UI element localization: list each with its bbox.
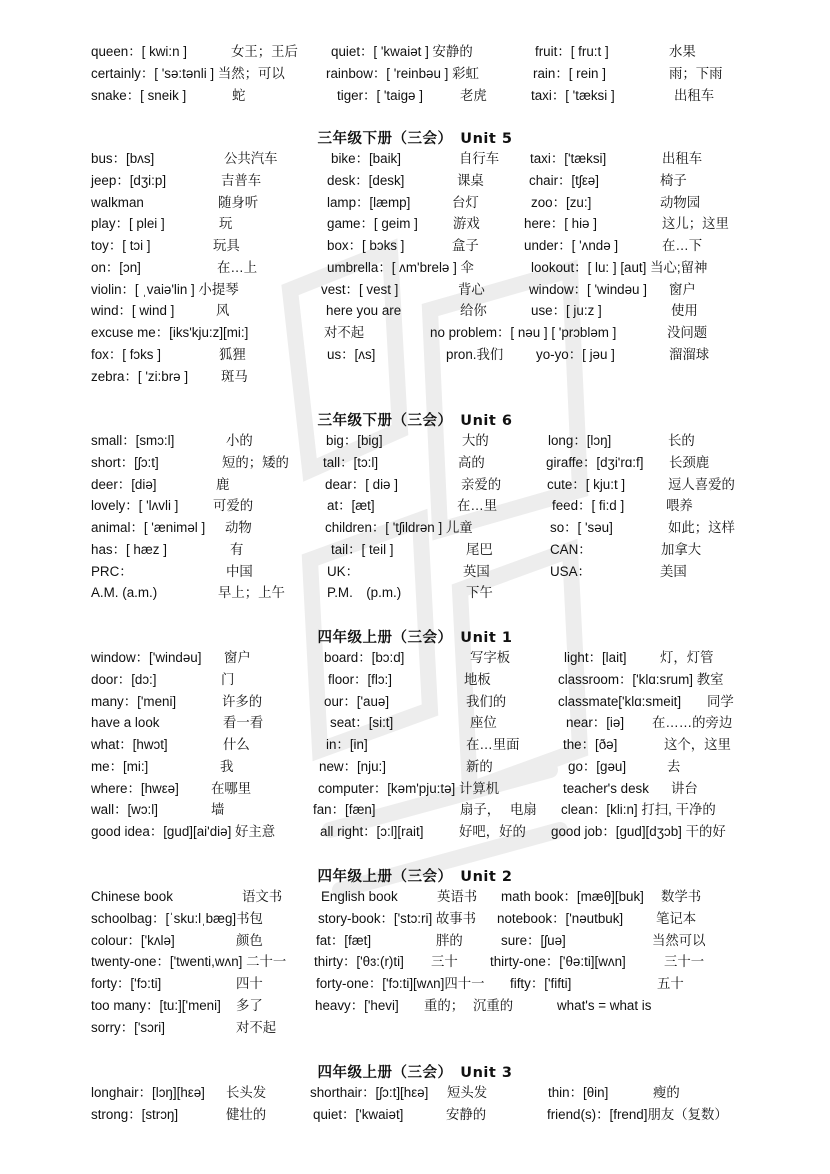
vocab-entry: 中国 [226, 563, 253, 579]
vocab-row [0, 193, 830, 213]
vocab-entry: zebra：[ 'zi:brə ] [91, 368, 189, 384]
section-title: 三年级下册（三会） Unit 6 [317, 413, 513, 429]
vocab-entry: thirty-one：['θə:ti][wʌn] [490, 954, 626, 970]
vocab-entry: fruit：[ fru:t ] [535, 44, 609, 59]
vocab-entry: 重的； [424, 997, 465, 1013]
vocab-entry: fat：[fæt] [316, 932, 372, 948]
vocab-entry: 地板 [464, 671, 491, 687]
vocab-entry: umbrella：[ ʌm'brelə ] 伞 [327, 259, 474, 275]
vocab-row [0, 996, 830, 1016]
vocab-entry: play：[ plei ] [91, 216, 165, 232]
vocab-entry: 窗户 [669, 281, 696, 297]
vocab-entry: 电扇 [510, 802, 537, 818]
vocab-entry: what：[hwɔt] [91, 737, 168, 752]
vocab-entry: clean：[kli:n] 打扫, 干净的 [561, 802, 716, 818]
vocab-row [0, 214, 830, 234]
vocab-entry: English book [321, 889, 398, 904]
vocab-row [0, 258, 830, 278]
vocab-entry: window：['windəu] [91, 650, 202, 665]
vocab-entry: many：['meni] [91, 693, 177, 709]
vocab-entry: so：[ 'səu] [550, 520, 613, 535]
vocab-entry: 动物园 [660, 194, 701, 210]
vocab-entry: 短的；矮的 [222, 454, 289, 470]
vocab-entry: chair：[tʃεə] [529, 172, 599, 188]
vocab-entry: our：['auə] [324, 693, 390, 709]
vocab-entry: 尾巴 [466, 541, 493, 557]
vocab-entry: thirty：['θɜ:(r)ti] [314, 954, 404, 970]
vocab-entry: 同学 [707, 693, 734, 709]
vocab-row [0, 280, 830, 300]
vocab-entry: 椅子 [660, 172, 687, 188]
vocab-entry: bus：[bʌs] [91, 151, 155, 166]
vocab-entry: 这儿；这里 [662, 216, 729, 232]
vocab-row [0, 540, 830, 560]
vocab-entry: zoo：[zu:] [531, 194, 592, 210]
vocab-entry: sure：[ʃuə] [501, 932, 566, 948]
vocab-entry: friend(s)：[frend]朋友（复数） [547, 1106, 728, 1122]
vocab-entry: 游戏 [453, 216, 480, 232]
vocab-row [0, 931, 830, 951]
vocab-entry: 窗户 [224, 650, 251, 665]
vocab-entry: vest：[ vest ] [321, 281, 399, 297]
vocab-entry: bike：[baik] [331, 151, 401, 166]
vocab-entry: A.M. (a.m.) [91, 585, 158, 601]
vocab-entry: 新的 [466, 758, 493, 774]
vocab-entry: sorry：['sɔri] [91, 1019, 165, 1035]
vocab-entry: 雨；下雨 [669, 65, 723, 81]
vocab-entry: box：[ bɔks ] [327, 238, 405, 253]
vocab-entry: 颜色 [236, 932, 263, 948]
vocab-row [0, 670, 830, 690]
vocab-entry: 斑马 [221, 368, 248, 384]
vocab-entry: 英语书 [437, 889, 478, 904]
vocab-entry: rainbow：[ 'reinbəu ] 彩虹 [326, 65, 479, 81]
vocab-entry: too many：[tu:]['meni] [91, 997, 221, 1013]
vocab-entry: pron.我们 [446, 346, 504, 362]
vocab-row [0, 518, 830, 538]
vocab-entry: 亲爱的 [461, 476, 502, 492]
vocab-entry: violin：[ ˌvaiə'lin ] 小提琴 [91, 281, 239, 297]
vocab-row [0, 171, 830, 191]
vocab-entry: fan：[fæn] [313, 802, 376, 818]
vocab-row [0, 1083, 830, 1103]
vocab-entry: 喂养 [666, 498, 693, 514]
vocab-entry: new：[nju:] [319, 758, 386, 774]
vocab-row [0, 431, 830, 451]
vocab-entry: giraffe：[dʒi'rɑ:f] [546, 454, 644, 470]
vocab-entry: cute：[ kju:t ] [547, 476, 626, 492]
vocab-row [0, 367, 830, 387]
vocab-entry: wind：[ wind ] [91, 303, 175, 319]
vocab-entry: 背心 [458, 281, 485, 297]
vocab-entry: 盒子 [452, 238, 479, 253]
vocab-entry: tall：[tɔ:l] [323, 454, 379, 470]
vocab-entry: lookout：[ lu: ] [aut] 当心;留神 [531, 259, 708, 275]
vocab-entry: USA： [550, 563, 591, 579]
vocab-row [0, 42, 830, 62]
vocab-entry: under：[ 'ʌndə ] [524, 238, 619, 253]
vocab-entry: taxi：[ 'tæksi ] [531, 87, 615, 103]
vocab-entry: computer：[kəm'pju:tə] 计算机 [318, 780, 500, 796]
vocab-entry: game：[ geim ] [327, 216, 418, 232]
vocab-row [0, 648, 830, 668]
vocab-entry: 美国 [660, 563, 687, 579]
vocab-entry: walkman [91, 194, 144, 210]
vocab-entry: good job：[gud][dʒɔb] 干的好 [551, 824, 726, 839]
vocab-entry: 早上；上午 [218, 585, 285, 601]
vocab-entry: 健壮的 [226, 1106, 267, 1122]
vocab-entry: thin：[θin] [548, 1085, 609, 1100]
vocab-entry: lovely：[ 'lʌvli ] [91, 498, 179, 514]
vocab-entry: schoolbag：[ˈsku:lˌbæg]书包 [91, 910, 263, 926]
vocab-entry: 对不起 [236, 1019, 277, 1035]
vocab-entry: 门 [221, 671, 235, 687]
vocab-entry: 什么 [223, 737, 250, 752]
vocab-entry: here：[ hiə ] [524, 216, 597, 232]
vocab-entry: CAN： [550, 541, 592, 557]
vocab-entry: long：[lɔŋ] [548, 433, 612, 448]
vocab-entry: floor：[flɔ:] [328, 671, 392, 687]
vocab-entry: window：[ 'windəu ] [529, 281, 647, 297]
vocab-entry: feed：[ fi:d ] [552, 498, 625, 514]
vocab-entry: 在…下 [662, 238, 703, 253]
vocab-entry: 没问题 [667, 325, 708, 340]
vocab-entry: classroom：['klɑ:srum] 教室 [558, 671, 724, 687]
vocab-entry: 可爱的 [213, 498, 254, 514]
vocab-entry: dear：[ diə ] [325, 476, 398, 492]
vocab-entry: tiger：[ 'taigə ] [337, 87, 423, 103]
vocab-entry: 课桌 [457, 172, 484, 188]
vocab-entry: wall：[wɔ:l] [91, 802, 158, 818]
vocab-entry: all right：[ɔ:l][rait] [320, 824, 424, 839]
vocab-entry: at：[æt] [327, 498, 375, 514]
vocab-entry: excuse me：[iks'kju:z][mi:] [91, 325, 249, 340]
vocab-entry: 长颈鹿 [669, 454, 710, 470]
vocab-entry: 数学书 [661, 889, 702, 904]
vocab-entry: forty：['fɔ:ti] [91, 976, 162, 991]
vocab-entry: PRC： [91, 563, 133, 579]
vocab-entry: strong：[strɔŋ] [91, 1106, 179, 1122]
vocab-entry: short：[ʃɔ:t] [91, 454, 159, 470]
vocab-entry: 溜溜球 [669, 346, 710, 362]
vocab-entry: P.M. (p.m.) [327, 585, 402, 601]
vocab-entry: twenty-one：['twenti,wʌn] 二十一 [91, 954, 287, 970]
vocab-row [0, 562, 830, 582]
vocab-entry: 出租车 [674, 87, 715, 103]
vocab-entry: 蛇 [232, 87, 246, 103]
vocab-entry: 水果 [669, 44, 696, 59]
vocab-entry: 风 [216, 303, 230, 319]
vocab-entry: big：[big] [326, 433, 383, 448]
vocab-entry: 安静的 [446, 1106, 487, 1122]
vocab-entry: teacher's desk [563, 780, 649, 796]
vocab-entry: 加拿大 [661, 541, 702, 557]
vocab-entry: 在…里面 [466, 737, 520, 752]
vocab-entry: quiet：[ 'kwaiət ] 安静的 [331, 44, 473, 59]
vocab-entry: 玩 [219, 216, 233, 232]
vocab-row [0, 887, 830, 907]
vocab-entry: 高的 [458, 454, 485, 470]
vocab-entry: 胖的 [436, 932, 463, 948]
vocab-entry: use：[ ju:z ] [531, 303, 602, 319]
vocab-entry: rain：[ rein ] [533, 65, 606, 81]
section-title: 四年级上册（三会） Unit 1 [317, 630, 513, 646]
vocab-entry: 玩具 [213, 238, 240, 253]
vocab-entry: the：[ðə] [563, 737, 618, 752]
vocab-entry: 五十 [657, 976, 684, 991]
vocab-entry: UK： [327, 563, 359, 579]
vocab-entry: lamp：[læmp] [327, 194, 411, 210]
vocab-entry: 我 [220, 758, 234, 774]
vocab-entry: 写字板 [470, 650, 511, 665]
vocab-entry: seat：[si:t] [330, 715, 394, 731]
section-title: 四年级上册（三会） Unit 3 [317, 1065, 513, 1081]
section-title: 四年级上册（三会） Unit 2 [317, 869, 513, 885]
vocab-entry: on：[ɔn] [91, 259, 141, 275]
vocab-entry: where：[hwεə] [91, 780, 179, 796]
vocab-row [0, 822, 830, 842]
vocab-entry: 逗人喜爱的 [668, 476, 735, 492]
vocab-entry: 公共汽车 [224, 151, 278, 166]
vocab-entry: 笔记本 [656, 910, 697, 926]
vocab-entry: 鹿 [216, 476, 230, 492]
vocab-entry: toy：[ tɔi ] [91, 238, 151, 253]
vocab-entry: 扇子， [460, 802, 501, 818]
vocab-entry: 有 [230, 541, 244, 557]
vocab-entry: 长的 [668, 433, 695, 448]
vocab-row [0, 345, 830, 365]
vocab-row [0, 475, 830, 495]
vocab-row [0, 453, 830, 473]
vocab-entry: 下午 [466, 585, 493, 601]
vocab-entry: shorthair：[ʃɔ:t][hεə] [310, 1085, 429, 1100]
vocab-row [0, 496, 830, 516]
vocab-entry: good idea：[gud][ai'diə] 好主意 [91, 824, 276, 839]
vocab-row [0, 64, 830, 84]
vocab-entry: children：[ 'tʃildrən ] 儿童 [325, 520, 473, 535]
vocab-entry: deer：[diə] [91, 476, 157, 492]
vocab-row [0, 149, 830, 169]
vocab-entry: 在…上 [217, 259, 258, 275]
vocab-row [0, 974, 830, 994]
vocab-entry: 给你 [460, 303, 487, 319]
vocab-entry: animal：[ 'æniməl ] [91, 520, 206, 535]
vocab-entry: jeep：[dʒi:p] [91, 172, 167, 188]
vocab-entry: 三十 [431, 954, 458, 970]
vocab-row [0, 301, 830, 321]
vocab-entry: 在……的旁边 [652, 715, 733, 731]
vocab-entry: 女王；王后 [231, 44, 298, 59]
vocab-entry: 在…里 [457, 498, 498, 514]
vocab-row [0, 236, 830, 256]
vocab-entry: 这个，这里 [664, 737, 731, 752]
vocab-entry: 英国 [463, 563, 490, 579]
vocab-entry: 我们的 [466, 693, 507, 709]
vocab-entry: 在哪里 [211, 780, 252, 796]
vocab-entry: 对不起 [324, 325, 365, 340]
vocab-entry: 去 [667, 758, 681, 774]
vocab-entry: us：[ʌs] [327, 346, 376, 362]
vocab-entry: 短头发 [447, 1085, 488, 1100]
vocab-entry: fifty：['fifti] [510, 976, 572, 991]
vocab-entry: no problem：[ nəu ] [ 'prɔbləm ] [430, 325, 617, 340]
vocab-entry: yo-yo：[ jəu ] [536, 346, 615, 362]
vocab-row [0, 757, 830, 777]
vocab-entry: near：[iə] [566, 715, 625, 731]
vocab-entry: me：[mi:] [91, 758, 149, 774]
vocab-entry: 沉重的 [473, 997, 514, 1013]
vocab-row [0, 735, 830, 755]
vocab-entry: here you are [326, 303, 402, 319]
vocab-entry: math book：[mæθ][buk] [501, 889, 644, 904]
vocab-entry: snake：[ sneik ] [91, 87, 187, 103]
vocab-entry: 台灯 [452, 194, 479, 210]
vocab-row [0, 713, 830, 733]
vocab-entry: 小的 [226, 433, 253, 448]
vocab-entry: has：[ hæz ] [91, 541, 167, 557]
vocab-entry: fox：[ fɔks ] [91, 346, 161, 362]
vocab-entry: 三十一 [664, 954, 705, 970]
vocab-row [0, 1105, 830, 1125]
vocab-entry: go：[gəu] [568, 758, 627, 774]
vocab-entry: tail：[ teil ] [331, 541, 394, 557]
vocab-entry: Chinese book [91, 889, 173, 904]
vocab-entry: quiet：['kwaiət] [313, 1106, 404, 1122]
vocab-entry: colour：['kʌlə] [91, 932, 175, 948]
vocab-entry: have a look [91, 715, 160, 731]
vocab-entry: light：[lait] [564, 650, 627, 665]
vocab-entry: 好吧，好的 [459, 824, 526, 839]
vocab-entry: 动物 [225, 520, 252, 535]
vocab-entry: 随身听 [218, 194, 259, 210]
vocab-row [0, 779, 830, 799]
section-title: 三年级下册（三会） Unit 5 [317, 131, 513, 147]
vocab-entry: what's = what is [557, 997, 652, 1013]
vocab-entry: 出租车 [662, 151, 703, 166]
vocab-row [0, 583, 830, 603]
vocab-entry: board：[bɔ:d] [324, 650, 405, 665]
vocab-row [0, 952, 830, 972]
vocab-row [0, 323, 830, 343]
vocab-entry: forty-one：['fɔ:ti][wʌn]四十一 [316, 976, 485, 991]
vocab-entry: 自行车 [459, 151, 500, 166]
vocab-row [0, 909, 830, 929]
vocab-entry: 狐狸 [219, 346, 246, 362]
vocab-entry: 当然可以 [652, 932, 706, 948]
vocab-entry: taxi：['tæksi] [530, 151, 607, 166]
vocab-entry: 吉普车 [221, 172, 262, 188]
vocab-entry: notebook：['nəutbuk] [497, 910, 624, 926]
vocab-entry: heavy：['hevi] [315, 997, 399, 1013]
vocab-entry: 使用 [671, 303, 698, 319]
vocab-entry: 大的 [462, 433, 489, 448]
vocab-entry: 长头发 [226, 1085, 267, 1100]
vocab-entry: certainly：[ 'sə:tənli ] 当然；可以 [91, 65, 285, 81]
vocab-entry: door：[dɔ:] [91, 671, 157, 687]
vocab-entry: 四十 [236, 976, 263, 991]
vocab-entry: queen：[ kwi:n ] [91, 44, 188, 59]
vocab-entry: in：[in] [326, 737, 368, 752]
vocab-row [0, 800, 830, 820]
vocab-entry: 老虎 [460, 87, 487, 103]
vocab-entry: 看一看 [223, 715, 264, 731]
vocab-entry: story-book：['stɔ:ri] 故事书 [318, 910, 477, 926]
vocab-entry: classmate['klɑ:smeit] [558, 693, 682, 709]
vocab-entry: 许多的 [222, 693, 263, 709]
vocab-entry: 座位 [470, 715, 497, 731]
vocab-row [0, 692, 830, 712]
vocab-entry: small：[smɔ:l] [91, 433, 175, 448]
vocab-entry: desk：[desk] [327, 172, 405, 188]
vocab-row [0, 86, 830, 106]
vocab-row [0, 1018, 830, 1038]
vocab-entry: 瘦的 [653, 1085, 680, 1100]
vocab-entry: 灯，灯管 [660, 650, 714, 665]
vocab-entry: 语文书 [242, 889, 283, 904]
vocab-entry: 墙 [211, 802, 225, 818]
vocab-entry: longhair：[lɔŋ][hεə] [91, 1085, 205, 1100]
vocab-entry: 讲台 [671, 780, 698, 796]
vocab-entry: 多了 [236, 997, 263, 1013]
vocab-entry: 如此；这样 [668, 520, 735, 535]
